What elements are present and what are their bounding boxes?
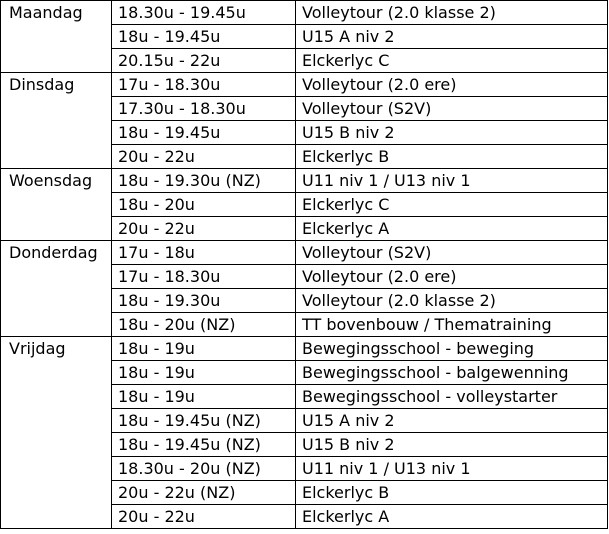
time-cell: 17.30u - 18.30u bbox=[112, 97, 296, 121]
time-cell: 20u - 22u bbox=[112, 145, 296, 169]
time-cell: 20u - 22u bbox=[112, 217, 296, 241]
time-cell: 20.15u - 22u bbox=[112, 49, 296, 73]
activity-cell: Elckerlyc A bbox=[296, 505, 608, 529]
time-cell: 18u - 19u bbox=[112, 361, 296, 385]
activity-cell: Volleytour (2.0 klasse 2) bbox=[296, 289, 608, 313]
activity-cell: Elckerlyc C bbox=[296, 49, 608, 73]
time-cell: 18u - 20u bbox=[112, 193, 296, 217]
activity-cell: Volleytour (2.0 klasse 2) bbox=[296, 1, 608, 25]
activity-cell: Elckerlyc C bbox=[296, 193, 608, 217]
activity-cell: Volleytour (S2V) bbox=[296, 241, 608, 265]
activity-cell: Bewegingsschool - volleystarter bbox=[296, 385, 608, 409]
activity-cell: Volleytour (S2V) bbox=[296, 97, 608, 121]
table-row bbox=[1, 169, 608, 193]
time-cell: 18.30u - 19.45u bbox=[112, 1, 296, 25]
time-cell: 18u - 19.30u (NZ) bbox=[112, 169, 296, 193]
table-row bbox=[1, 73, 608, 97]
time-cell: 18u - 19.30u bbox=[112, 289, 296, 313]
time-cell: 18u - 19.45u bbox=[112, 121, 296, 145]
schedule-body bbox=[1, 1, 608, 529]
activity-cell: Elckerlyc B bbox=[296, 145, 608, 169]
time-cell: 18.30u - 20u (NZ) bbox=[112, 457, 296, 481]
time-cell: 18u - 19.45u (NZ) bbox=[112, 433, 296, 457]
activity-cell: Volleytour (2.0 ere) bbox=[296, 265, 608, 289]
activity-cell: U15 A niv 2 bbox=[296, 409, 608, 433]
table-row bbox=[1, 241, 608, 265]
time-cell: 18u - 20u (NZ) bbox=[112, 313, 296, 337]
day-cell: Dinsdag bbox=[1, 73, 112, 169]
activity-cell: Elckerlyc B bbox=[296, 481, 608, 505]
table-row bbox=[1, 337, 608, 361]
time-cell: 18u - 19.45u (NZ) bbox=[112, 409, 296, 433]
day-cell: Woensdag bbox=[1, 169, 112, 241]
time-cell: 18u - 19u bbox=[112, 385, 296, 409]
activity-cell: U15 B niv 2 bbox=[296, 433, 608, 457]
time-cell: 20u - 22u (NZ) bbox=[112, 481, 296, 505]
table-row bbox=[1, 1, 608, 25]
activity-cell: Bewegingsschool - beweging bbox=[296, 337, 608, 361]
time-cell: 17u - 18u bbox=[112, 241, 296, 265]
day-cell: Vrijdag bbox=[1, 337, 112, 529]
time-cell: 20u - 22u bbox=[112, 505, 296, 529]
activity-cell: Elckerlyc A bbox=[296, 217, 608, 241]
activity-cell: U11 niv 1 / U13 niv 1 bbox=[296, 169, 608, 193]
activity-cell: U15 B niv 2 bbox=[296, 121, 608, 145]
time-cell: 18u - 19u bbox=[112, 337, 296, 361]
day-cell: Maandag bbox=[1, 1, 112, 73]
time-cell: 17u - 18.30u bbox=[112, 73, 296, 97]
activity-cell: Volleytour (2.0 ere) bbox=[296, 73, 608, 97]
time-cell: 17u - 18.30u bbox=[112, 265, 296, 289]
activity-cell: TT bovenbouw / Thematraining bbox=[296, 313, 608, 337]
activity-cell: U15 A niv 2 bbox=[296, 25, 608, 49]
activity-cell: U11 niv 1 / U13 niv 1 bbox=[296, 457, 608, 481]
activity-cell: Bewegingsschool - balgewenning bbox=[296, 361, 608, 385]
day-cell: Donderdag bbox=[1, 241, 112, 337]
time-cell: 18u - 19.45u bbox=[112, 25, 296, 49]
